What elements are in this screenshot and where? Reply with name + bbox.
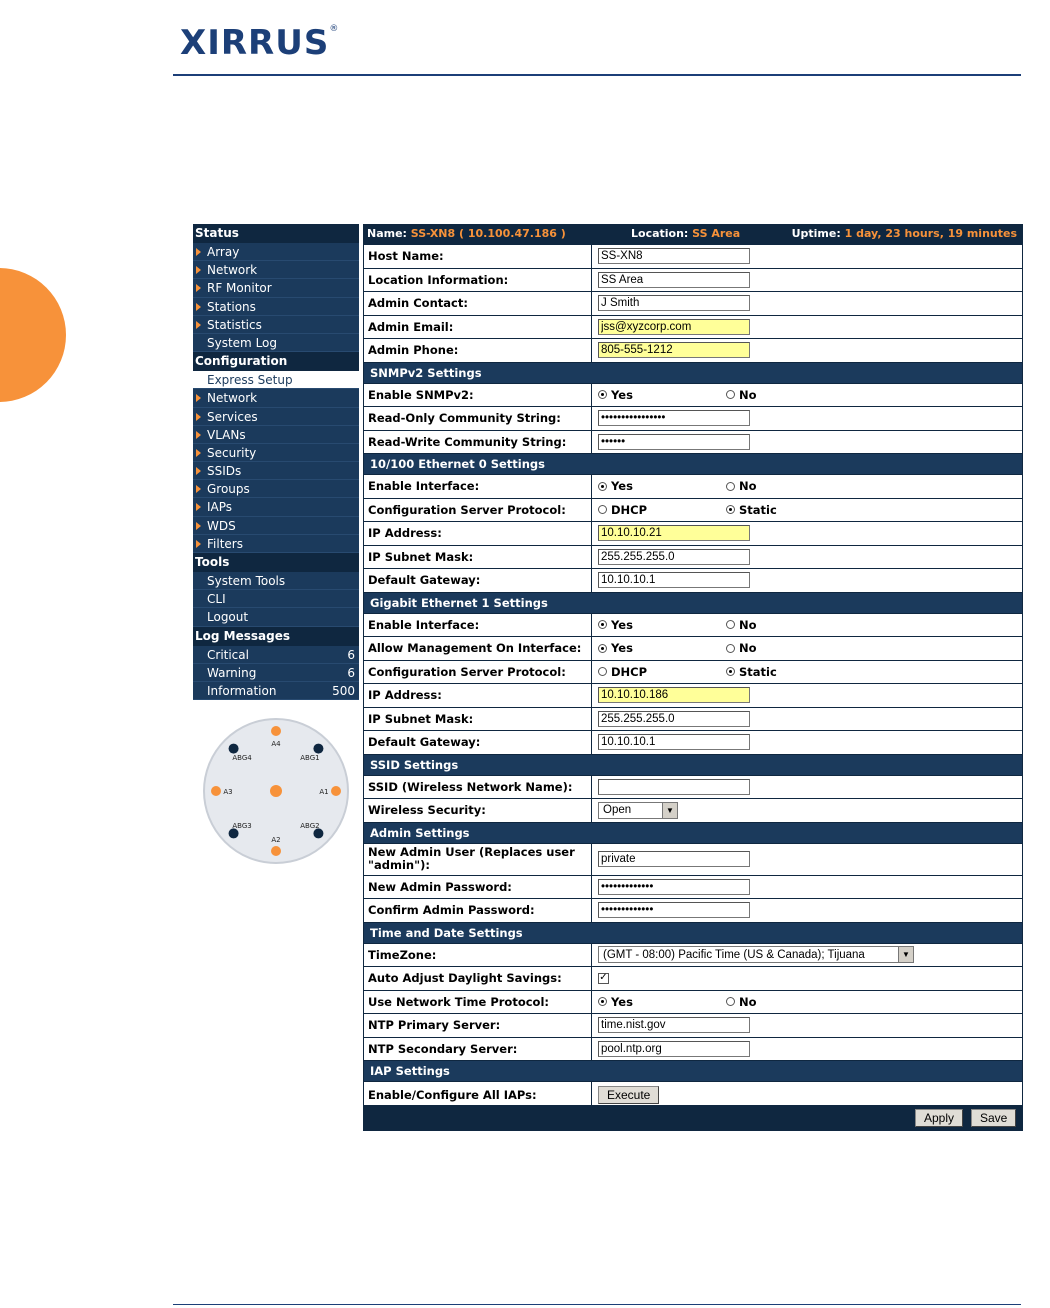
main-panel — [363, 224, 1023, 1131]
save-button[interactable]: Save — [971, 1109, 1016, 1127]
nav-item-services[interactable] — [193, 408, 359, 426]
row-new-pass: New Admin Password: ••••••••••••• — [364, 876, 1022, 900]
eth0-gateway-input[interactable] — [598, 572, 750, 588]
ro-community-input[interactable] — [598, 410, 750, 426]
nav-item-stations[interactable] — [193, 298, 359, 316]
confirm-admin-password-input[interactable] — [598, 902, 750, 918]
log-level-label: Critical — [207, 647, 249, 662]
nav-item-system-log[interactable] — [193, 334, 359, 352]
nav-item-vlans[interactable] — [193, 426, 359, 444]
nav-head-tools[interactable]: Tools — [193, 553, 359, 572]
section-gig1: Gigabit Ethernet 1 Settings — [364, 593, 1022, 614]
snmp-no-radio[interactable]: No — [726, 388, 757, 402]
ntp-secondary-input[interactable] — [598, 1041, 750, 1057]
arrow-right-icon — [196, 431, 201, 439]
form-footer — [363, 1105, 1023, 1131]
section-admin: Admin Settings — [364, 823, 1022, 844]
gig-dhcp-radio[interactable]: DHCP — [598, 665, 647, 679]
row-wsec: Wireless Security: Open ▼ — [364, 799, 1022, 823]
row-ro-community: Read-Only Community String: •••••••••••••••• — [364, 407, 1022, 431]
gig-mask-input[interactable] — [598, 711, 750, 727]
eth0-enable-yes-radio[interactable]: Yes — [598, 479, 633, 493]
eth0-mask-input[interactable] — [598, 549, 750, 565]
arrow-right-icon — [196, 413, 201, 421]
arrow-right-icon — [196, 522, 201, 530]
nav-item-label: IAPs — [207, 500, 233, 515]
chevron-down-icon: ▼ — [662, 803, 677, 818]
nav-item-label: Network — [207, 391, 258, 406]
row-ntp1: NTP Primary Server: time.nist.gov — [364, 1014, 1022, 1038]
row-dst: Auto Adjust Daylight Savings: ✓ — [364, 967, 1022, 991]
info-bar: Name: SS-XN8 ( 10.100.47.186 ) Location: SS Area Uptime: 1 day, 23 hours, 19 minutes — [363, 224, 1023, 244]
row-gig-ip: IP Address: 10.10.10.186 — [364, 684, 1022, 708]
row-gig-mgmt: Allow Management On Interface: Yes No — [364, 637, 1022, 661]
row-rw-community: Read-Write Community String: •••••• — [364, 431, 1022, 455]
nav-item-label: System Log — [207, 335, 277, 350]
nav-item-label: SSIDs — [207, 464, 242, 479]
nav-item-security[interactable] — [193, 444, 359, 462]
section-time: Time and Date Settings — [364, 923, 1022, 944]
device-uptime: 1 day, 23 hours, 19 minutes — [844, 227, 1017, 240]
nav-item-label: Statistics — [207, 317, 262, 332]
nav-item-label: Filters — [207, 536, 243, 551]
nav-item-label: Groups — [207, 482, 250, 497]
log-count: 6 — [347, 647, 355, 662]
nav-item-label: System Tools — [207, 574, 286, 588]
radio-label: A2 — [271, 836, 281, 844]
row-gig-protocol: Configuration Server Protocol: DHCP Static — [364, 661, 1022, 685]
arrow-right-icon — [196, 248, 201, 256]
row-confirm-pass: Confirm Admin Password: ••••••••••••• — [364, 899, 1022, 923]
nav-item-cli[interactable] — [193, 590, 359, 608]
row-host-name: Host Name: SS-XN8 — [364, 245, 1022, 269]
nav-item-log-information[interactable] — [193, 682, 359, 700]
timezone-select[interactable]: (GMT - 08:00) Pacific Time (US & Canada); Tijuana ▼ — [598, 946, 914, 963]
gig-mgmt-yes-radio[interactable]: Yes — [598, 641, 633, 655]
location-input[interactable] — [598, 272, 750, 288]
footer-rule — [173, 1304, 1021, 1305]
eth0-ip-input[interactable] — [598, 525, 750, 541]
arrow-right-icon — [196, 284, 201, 292]
nav-item-label: Stations — [207, 299, 256, 314]
ntp-no-radio[interactable]: No — [726, 995, 757, 1009]
nav-menu — [193, 224, 359, 700]
row-eth0-protocol: Configuration Server Protocol: DHCP Static — [364, 499, 1022, 523]
section-eth0: 10/100 Ethernet 0 Settings — [364, 454, 1022, 475]
nav-item-ssids[interactable] — [193, 462, 359, 480]
nav-item-groups[interactable] — [193, 480, 359, 498]
nav-item-logout[interactable] — [193, 608, 359, 626]
row-iap: Enable/Configure All IAPs: Execute — [364, 1082, 1022, 1108]
nav-item-label: Logout — [207, 610, 249, 625]
row-eth0-ip: IP Address: 10.10.10.21 — [364, 522, 1022, 546]
admin-email-input[interactable] — [598, 319, 750, 335]
radio-indicator — [271, 726, 281, 736]
gig-enable-yes-radio[interactable]: Yes — [598, 618, 633, 632]
row-gig-mask: IP Subnet Mask: 255.255.255.0 — [364, 708, 1022, 732]
arrow-right-icon — [196, 303, 201, 311]
snmp-yes-radio[interactable]: Yes — [598, 388, 633, 402]
ntp-yes-radio[interactable]: Yes — [598, 995, 633, 1009]
nav-item-array[interactable] — [193, 243, 359, 261]
array-radio-map — [197, 712, 355, 870]
nav-item-label: Network — [207, 263, 258, 278]
nav-item-log-critical[interactable] — [193, 646, 359, 664]
gig-gateway-input[interactable] — [598, 734, 750, 750]
header-rule — [173, 74, 1021, 76]
nav-item-wds[interactable] — [193, 517, 359, 535]
eth0-enable-no-radio[interactable]: No — [726, 479, 757, 493]
nav-item-network[interactable] — [193, 389, 359, 407]
nav-head-log-messages[interactable]: Log Messages — [193, 627, 359, 646]
wireless-security-select[interactable]: Open ▼ — [598, 802, 678, 819]
device-location: SS Area — [692, 227, 741, 240]
row-ntp-use: Use Network Time Protocol: Yes No — [364, 991, 1022, 1015]
radio-indicator — [211, 786, 221, 796]
row-ntp2: NTP Secondary Server: pool.ntp.org — [364, 1038, 1022, 1062]
new-admin-password-input[interactable] — [598, 879, 750, 895]
ssid-input[interactable] — [598, 779, 750, 795]
nav-item-iaps[interactable] — [193, 498, 359, 516]
row-gig-enable: Enable Interface: Yes No — [364, 614, 1022, 638]
arrow-right-icon — [196, 449, 201, 457]
row-phone: Admin Phone: 805-555-1212 — [364, 339, 1022, 363]
row-new-user: New Admin User (Replaces user "admin"): private — [364, 844, 1022, 876]
arrow-right-icon — [196, 485, 201, 493]
sidebar — [193, 224, 359, 1131]
express-setup-form — [363, 244, 1023, 1109]
arrow-right-icon — [196, 540, 201, 548]
gig-ip-input[interactable] — [598, 687, 750, 703]
radio-label: ABG4 — [232, 754, 252, 763]
arrow-right-icon — [196, 467, 201, 475]
nav-item-label: Array — [207, 245, 240, 259]
nav-item-rf-monitor[interactable] — [193, 279, 359, 297]
nav-head-configuration[interactable]: Configuration — [193, 352, 359, 371]
radio-label: A4 — [271, 740, 281, 748]
log-level-label: Information — [207, 683, 277, 698]
nav-item-network[interactable] — [193, 261, 359, 279]
log-count: 6 — [347, 665, 355, 680]
row-snmp-enable: Enable SNMPv2: Yes No — [364, 384, 1022, 408]
nav-item-label: CLI — [207, 592, 226, 607]
nav-item-label: RF Monitor — [207, 281, 272, 296]
chapter-tab — [0, 268, 66, 402]
device-name: SS-XN8 ( 10.100.47.186 ) — [410, 227, 566, 240]
radio-indicator — [331, 786, 341, 796]
row-location: Location Information: SS Area — [364, 269, 1022, 293]
ntp-primary-input[interactable] — [598, 1017, 750, 1033]
arrow-right-icon — [196, 503, 201, 511]
admin-contact-input[interactable] — [598, 295, 750, 311]
xirrus-logo: XIRRUS® — [180, 23, 339, 63]
execute-button[interactable]: Execute — [598, 1086, 659, 1104]
eth0-dhcp-radio[interactable]: DHCP — [598, 503, 647, 517]
chevron-down-icon: ▼ — [898, 947, 913, 962]
section-snmpv2: SNMPv2 Settings — [364, 363, 1022, 384]
daylight-savings-checkbox[interactable]: ✓ — [599, 972, 608, 984]
nav-head-status[interactable]: Status — [193, 224, 359, 243]
row-eth0-enable: Enable Interface: Yes No — [364, 475, 1022, 499]
nav-item-log-warning[interactable] — [193, 664, 359, 682]
arrow-right-icon — [196, 321, 201, 329]
log-count: 500 — [332, 683, 355, 698]
new-admin-user-input[interactable] — [598, 851, 750, 867]
host-name-input[interactable] — [598, 248, 750, 264]
nav-item-system-tools[interactable] — [193, 572, 359, 590]
radio-indicator — [271, 846, 281, 856]
row-contact: Admin Contact: J Smith — [364, 292, 1022, 316]
row-timezone: TimeZone: (GMT - 08:00) Pacific Time (US & Canada); Tijuana ▼ — [364, 944, 1022, 968]
arrow-right-icon — [196, 394, 201, 402]
row-gig-gw: Default Gateway: 10.10.10.1 — [364, 731, 1022, 755]
radio-indicator — [313, 744, 323, 754]
section-ssid: SSID Settings — [364, 755, 1022, 776]
row-email: Admin Email: jss@xyzcorp.com — [364, 316, 1022, 340]
row-eth0-gw: Default Gateway: 10.10.10.1 — [364, 569, 1022, 593]
radio-indicator — [229, 744, 239, 754]
apply-button[interactable]: Apply — [915, 1109, 963, 1127]
radio-label: ABG1 — [300, 754, 320, 763]
row-eth0-mask: IP Subnet Mask: 255.255.255.0 — [364, 546, 1022, 570]
nav-item-label: WDS — [207, 518, 236, 533]
eth0-static-radio[interactable]: Static — [726, 503, 777, 517]
gig-mgmt-no-radio[interactable]: No — [726, 641, 757, 655]
nav-item-label: Security — [207, 445, 257, 460]
nav-item-express-setup[interactable]: Express Setup — [193, 371, 359, 389]
arrow-right-icon — [196, 266, 201, 274]
nav-item-label: VLANs — [207, 427, 246, 442]
row-ssid: SSID (Wireless Network Name): — [364, 776, 1022, 800]
admin-phone-input[interactable] — [598, 342, 750, 358]
rw-community-input[interactable] — [598, 434, 750, 450]
gig-static-radio[interactable]: Static — [726, 665, 777, 679]
nav-item-statistics[interactable] — [193, 316, 359, 334]
web-management-screenshot — [193, 224, 1023, 1131]
radio-label: A3 — [223, 788, 233, 796]
nav-item-label: Services — [207, 409, 258, 424]
log-level-label: Warning — [207, 665, 257, 680]
radio-label: ABG2 — [300, 821, 320, 830]
radio-label: A1 — [319, 788, 329, 796]
radio-label: ABG3 — [232, 821, 252, 830]
section-iap: IAP Settings — [364, 1061, 1022, 1082]
center-indicator — [270, 785, 282, 797]
gig-enable-no-radio[interactable]: No — [726, 618, 757, 632]
nav-item-filters[interactable] — [193, 535, 359, 553]
